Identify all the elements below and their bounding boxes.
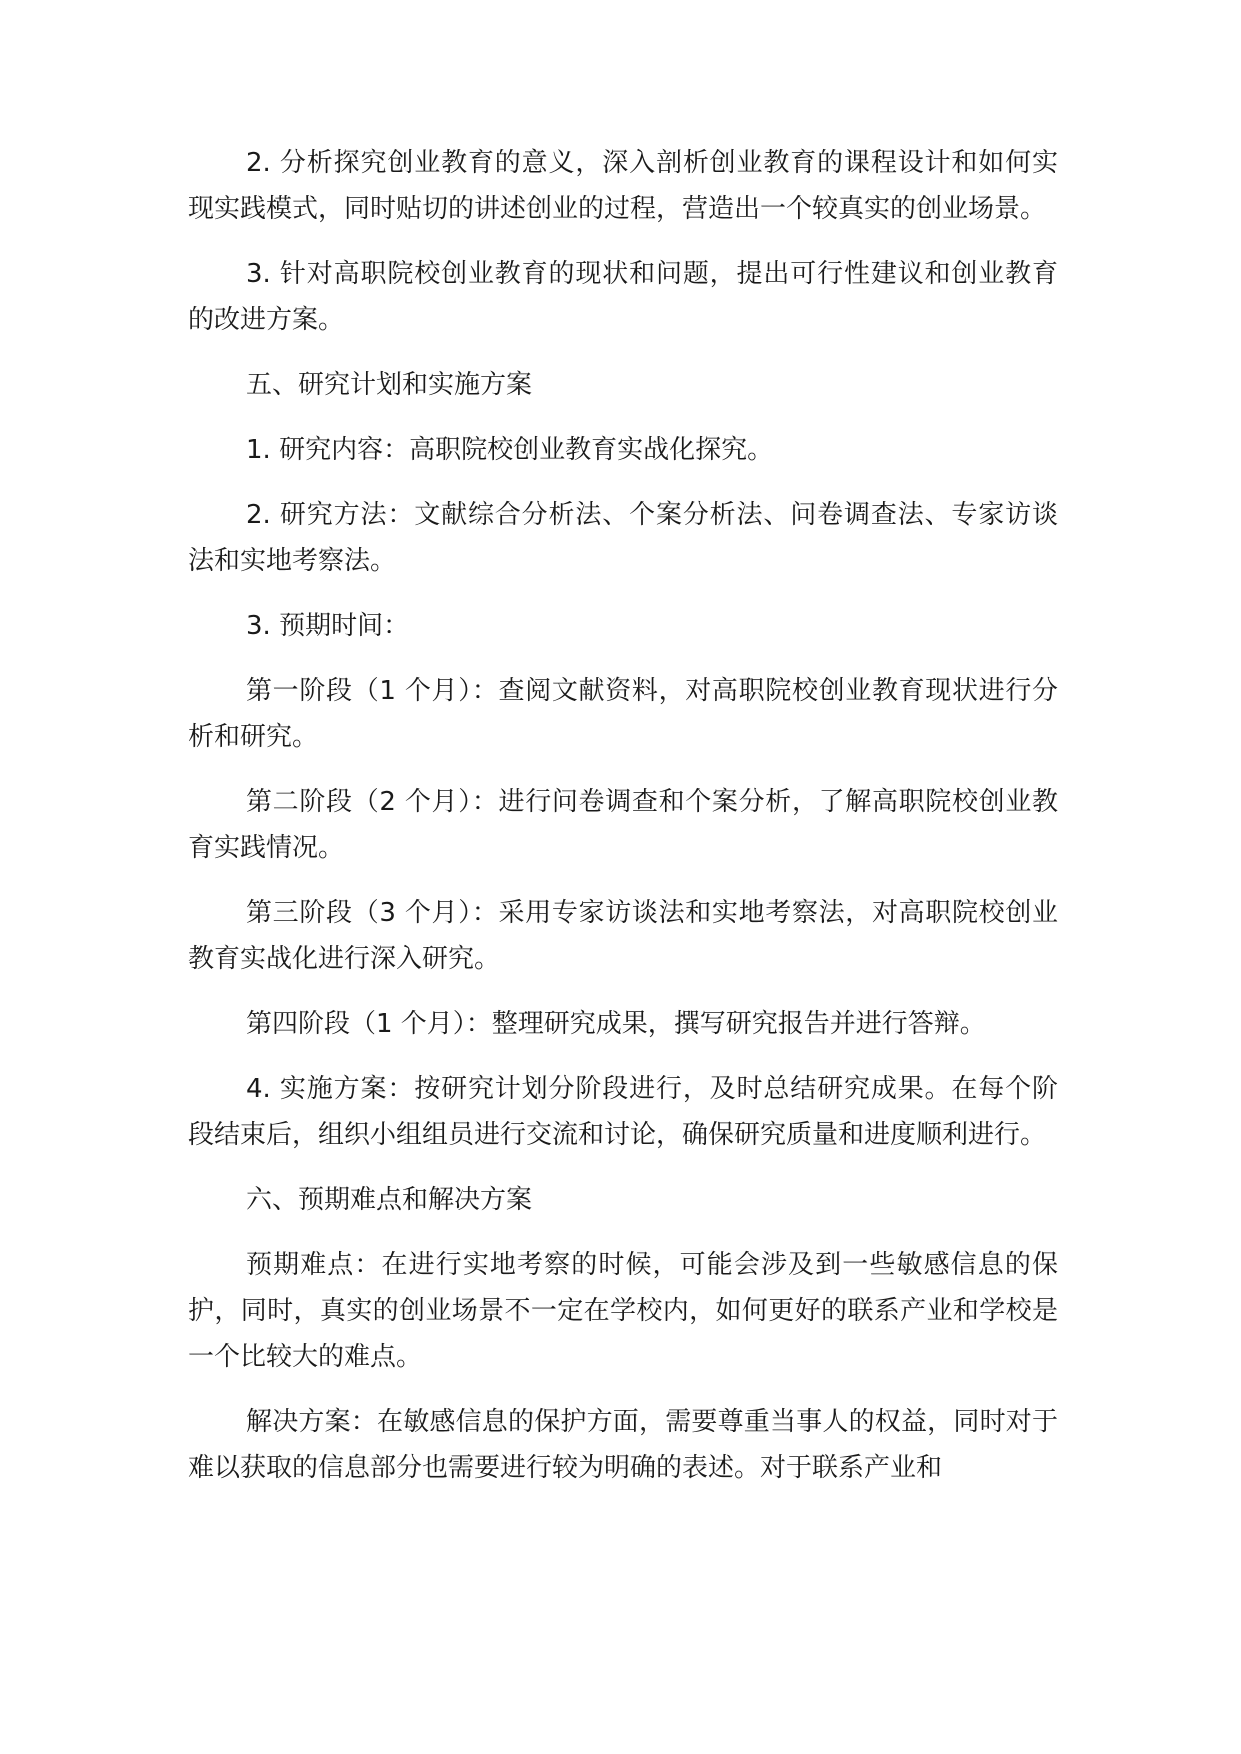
section-heading-difficulties: 六、预期难点和解决方案 xyxy=(246,1185,533,1215)
paragraph-stage-2: 第二阶段（2 个月）：进行问卷调查和个案分析，了解高职院校创业教育实践情况。 xyxy=(188,787,1058,863)
paragraph-stage-3: 第三阶段（3 个月）：采用专家访谈法和实地考察法，对高职院校创业教育实战化进行深入研究。 xyxy=(188,898,1058,974)
document-body xyxy=(188,140,1058,1510)
paragraph-research-content: 1. 研究内容：高职院校创业教育实战化探究。 xyxy=(246,435,774,465)
section-heading-research-plan: 五、研究计划和实施方案 xyxy=(246,370,533,400)
paragraph-goal-2: 2. 分析探究创业教育的意义，深入剖析创业教育的课程设计和如何实现实践模式，同时贴切的讲述创业的过程，营造出一个较真实的创业场景。 xyxy=(188,148,1058,224)
paragraph-stage-4: 第四阶段（1 个月）：整理研究成果，撰写研究报告并进行答辩。 xyxy=(246,1009,986,1039)
paragraph-goal-3: 3. 针对高职院校创业教育的现状和问题，提出可行性建议和创业教育的改进方案。 xyxy=(188,259,1058,335)
paragraph-expected-time: 3. 预期时间： xyxy=(246,611,410,641)
paragraph-solutions: 解决方案：在敏感信息的保护方面，需要尊重当事人的权益，同时对于难以获取的信息部分也需要进行较为明确的表述。对于联系产业和 xyxy=(188,1407,1058,1483)
paragraph-expected-difficulties: 预期难点：在进行实地考察的时候，可能会涉及到一些敏感信息的保护，同时，真实的创业场景不一定在学校内，如何更好的联系产业和学校是一个比较大的难点。 xyxy=(188,1250,1058,1372)
paragraph-stage-1: 第一阶段（1 个月）：查阅文献资料，对高职院校创业教育现状进行分析和研究。 xyxy=(188,676,1058,752)
paragraph-implementation-plan: 4. 实施方案：按研究计划分阶段进行，及时总结研究成果。在每个阶段结束后，组织小组组员进行交流和讨论，确保研究质量和进度顺利进行。 xyxy=(188,1074,1058,1150)
paragraph-research-methods: 2. 研究方法：文献综合分析法、个案分析法、问卷调查法、专家访谈法和实地考察法。 xyxy=(188,500,1058,576)
